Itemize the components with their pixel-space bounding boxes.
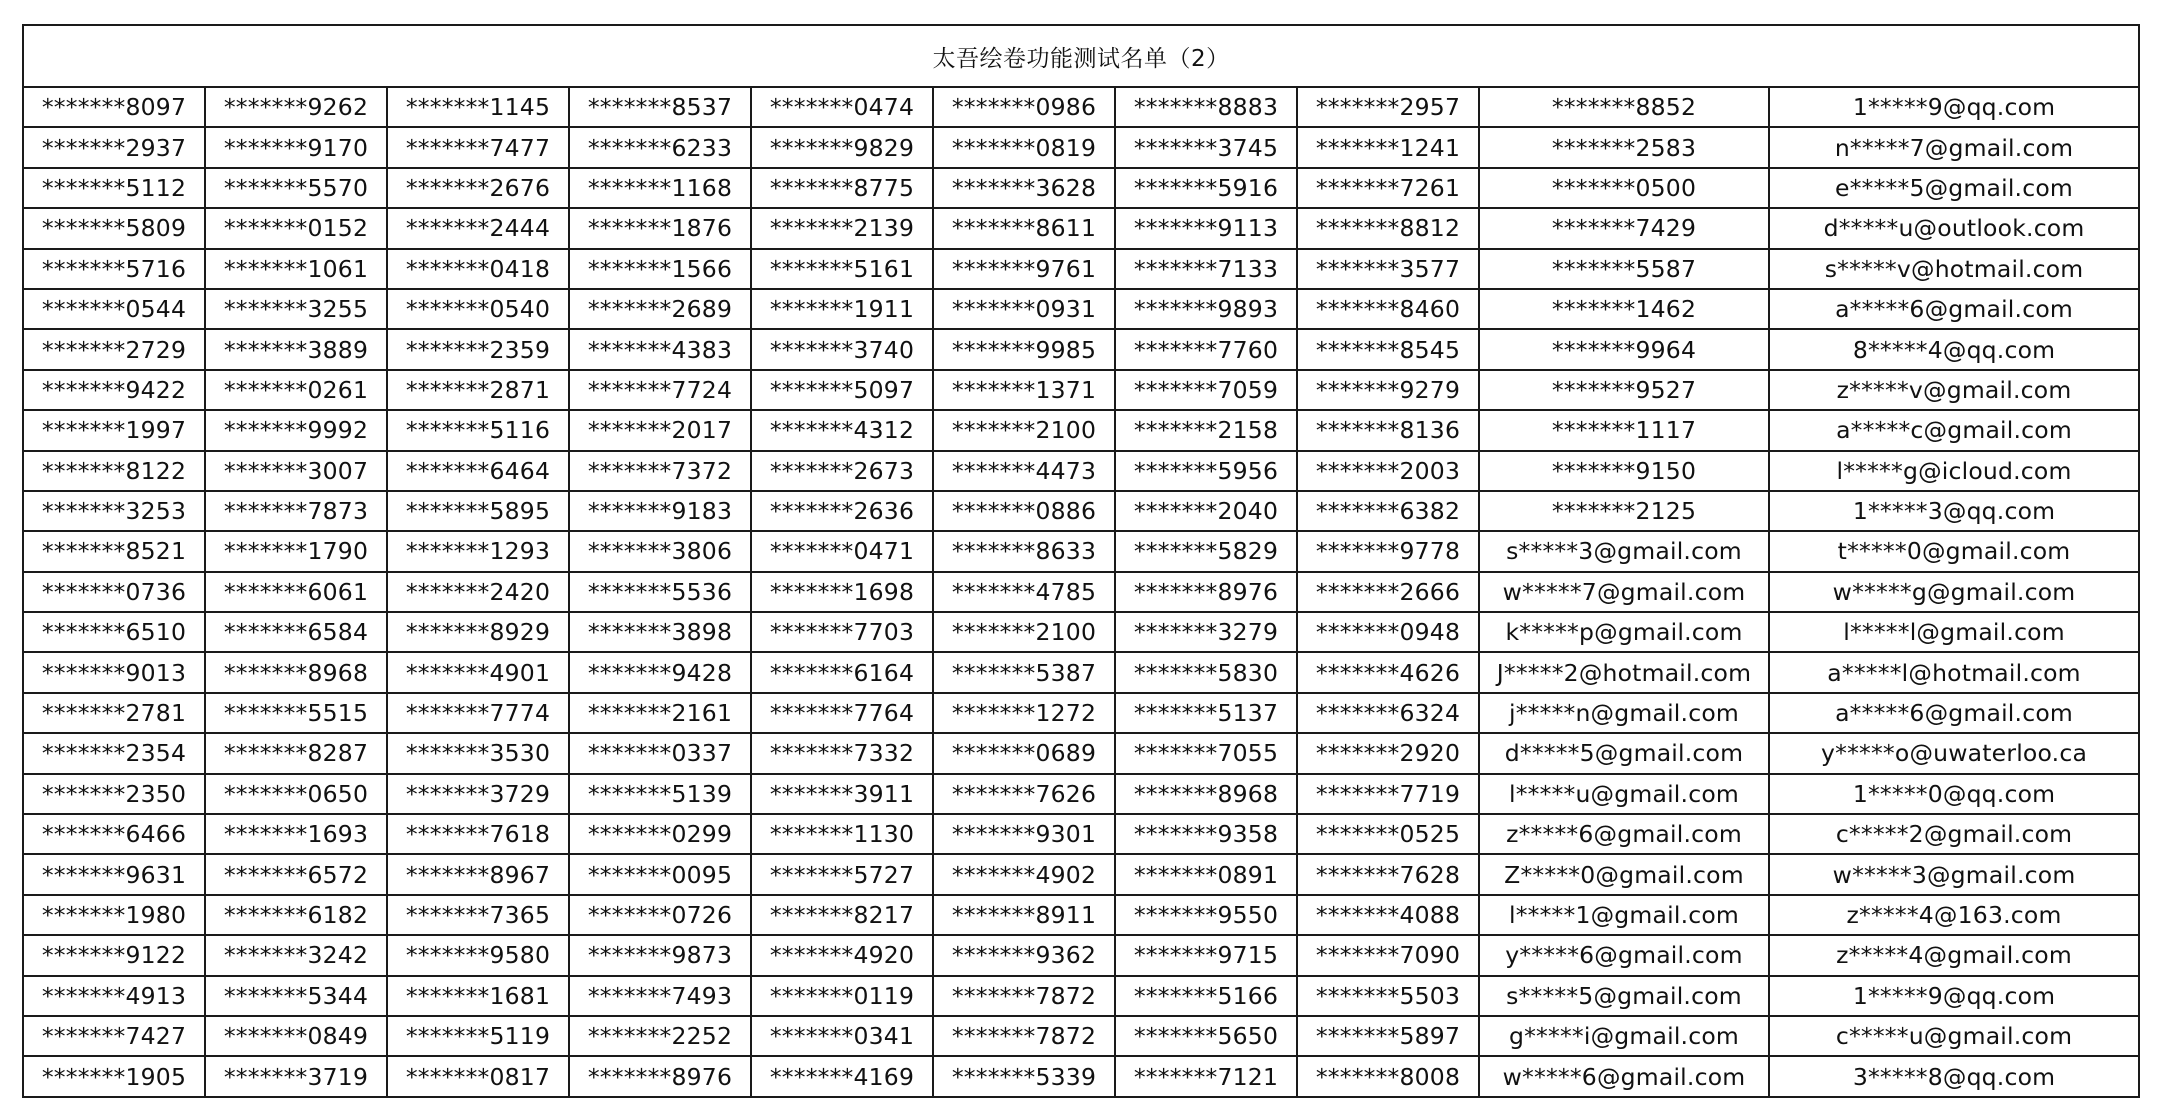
table-cell-id: *******0891 — [1115, 854, 1297, 894]
table-cell-id: *******8775 — [751, 168, 933, 208]
table-cell-contact: y*****o@uwaterloo.ca — [1769, 733, 2139, 773]
table-cell-id: *******7372 — [569, 451, 751, 491]
table-cell-contact: k*****p@gmail.com — [1479, 612, 1769, 652]
table-cell-id: *******8097 — [23, 87, 205, 127]
table-row — [23, 1016, 2139, 1056]
table-cell-id: *******9550 — [1115, 895, 1297, 935]
table-cell-id: *******7764 — [751, 693, 933, 733]
table-cell-id: *******1566 — [569, 249, 751, 289]
table-cell-id: *******5536 — [569, 572, 751, 612]
table-cell-id: *******9301 — [933, 814, 1115, 854]
table-cell-id: *******2100 — [933, 410, 1115, 450]
table-cell-id: *******0418 — [387, 249, 569, 289]
table-cell-contact: j*****n@gmail.com — [1479, 693, 1769, 733]
table-cell-contact: *******1117 — [1479, 410, 1769, 450]
table-cell-id: *******5829 — [1115, 531, 1297, 571]
table-cell-id: *******1293 — [387, 531, 569, 571]
table-cell-id: *******5119 — [387, 1016, 569, 1056]
table-cell-id: *******5897 — [1297, 1016, 1479, 1056]
table-cell-id: *******8136 — [1297, 410, 1479, 450]
table-cell-id: *******8967 — [387, 854, 569, 894]
table-cell-id: *******2420 — [387, 572, 569, 612]
table-cell-id: *******8008 — [1297, 1056, 1479, 1096]
table-cell-id: *******9580 — [387, 935, 569, 975]
table-cell-id: *******7427 — [23, 1016, 205, 1056]
table-cell-id: *******9893 — [1115, 289, 1297, 329]
table-cell-id: *******1145 — [387, 87, 569, 127]
table-cell-id: *******0341 — [751, 1016, 933, 1056]
table-cell-id: *******1905 — [23, 1056, 205, 1096]
table-cell-id: *******6182 — [205, 895, 387, 935]
table-cell-id: *******2957 — [1297, 87, 1479, 127]
table-cell-id: *******5570 — [205, 168, 387, 208]
table-cell-id: *******7493 — [569, 976, 751, 1016]
table-row — [23, 208, 2139, 248]
table-cell-id: *******2673 — [751, 451, 933, 491]
table-cell-contact: a*****l@hotmail.com — [1769, 652, 2139, 692]
table-row — [23, 249, 2139, 289]
table-cell-id: *******1911 — [751, 289, 933, 329]
table-cell-id: *******3911 — [751, 774, 933, 814]
table-row — [23, 774, 2139, 814]
table-title: 太吾绘卷功能测试名单（2） — [23, 25, 2139, 87]
table-cell-id: *******4473 — [933, 451, 1115, 491]
table-cell-id: *******5166 — [1115, 976, 1297, 1016]
table-cell-id: *******6324 — [1297, 693, 1479, 733]
table-cell-contact: *******9527 — [1479, 370, 1769, 410]
table-cell-id: *******6510 — [23, 612, 205, 652]
table-cell-id: *******1371 — [933, 370, 1115, 410]
table-cell-contact: *******2125 — [1479, 491, 1769, 531]
table-cell-id: *******3530 — [387, 733, 569, 773]
table-cell-id: *******3255 — [205, 289, 387, 329]
table-cell-id: *******7873 — [205, 491, 387, 531]
table-cell-id: *******6466 — [23, 814, 205, 854]
table-cell-id: *******0540 — [387, 289, 569, 329]
table-row — [23, 733, 2139, 773]
table-cell-id: *******7703 — [751, 612, 933, 652]
table-cell-id: *******5139 — [569, 774, 751, 814]
table-cell-id: *******3898 — [569, 612, 751, 652]
table-cell-id: *******9873 — [569, 935, 751, 975]
table-cell-contact: s*****v@hotmail.com — [1769, 249, 2139, 289]
table-cell-id: *******7719 — [1297, 774, 1479, 814]
table-cell-contact: e*****5@gmail.com — [1769, 168, 2139, 208]
table-cell-id: *******1272 — [933, 693, 1115, 733]
table-cell-id: *******1241 — [1297, 127, 1479, 167]
table-cell-id: *******5716 — [23, 249, 205, 289]
table-cell-id: *******7628 — [1297, 854, 1479, 894]
table-cell-contact: a*****6@gmail.com — [1769, 693, 2139, 733]
table-cell-contact: g*****i@gmail.com — [1479, 1016, 1769, 1056]
table-cell-id: *******7760 — [1115, 329, 1297, 369]
table-cell-id: *******3745 — [1115, 127, 1297, 167]
table-cell-id: *******2920 — [1297, 733, 1479, 773]
table-row — [23, 814, 2139, 854]
table-cell-id: *******5116 — [387, 410, 569, 450]
table-cell-contact: s*****5@gmail.com — [1479, 976, 1769, 1016]
table-cell-id: *******2139 — [751, 208, 933, 248]
table-cell-id: *******1681 — [387, 976, 569, 1016]
table-cell-id: *******9715 — [1115, 935, 1297, 975]
table-cell-id: *******8537 — [569, 87, 751, 127]
table-cell-contact: c*****u@gmail.com — [1769, 1016, 2139, 1056]
table-cell-contact: l*****g@icloud.com — [1769, 451, 2139, 491]
table-cell-id: *******7872 — [933, 1016, 1115, 1056]
table-cell-id: *******5809 — [23, 208, 205, 248]
table-cell-contact: w*****g@gmail.com — [1769, 572, 2139, 612]
table-cell-contact: *******0500 — [1479, 168, 1769, 208]
table-cell-contact: l*****u@gmail.com — [1479, 774, 1769, 814]
table-cell-id: *******5097 — [751, 370, 933, 410]
table-row — [23, 410, 2139, 450]
table-cell-contact: *******9964 — [1479, 329, 1769, 369]
table-cell-id: *******8521 — [23, 531, 205, 571]
table-cell-id: *******4312 — [751, 410, 933, 450]
table-cell-id: *******8968 — [205, 652, 387, 692]
table-row — [23, 895, 2139, 935]
table-cell-id: *******8968 — [1115, 774, 1297, 814]
table-cell-id: *******9262 — [205, 87, 387, 127]
roster-body — [23, 25, 2139, 1097]
table-cell-contact: l*****l@gmail.com — [1769, 612, 2139, 652]
table-cell-id: *******5830 — [1115, 652, 1297, 692]
table-cell-id: *******8976 — [569, 1056, 751, 1096]
table-cell-id: *******2040 — [1115, 491, 1297, 531]
table-cell-id: *******6164 — [751, 652, 933, 692]
table-cell-id: *******7618 — [387, 814, 569, 854]
table-cell-contact: *******2583 — [1479, 127, 1769, 167]
table-cell-id: *******0471 — [751, 531, 933, 571]
table-cell-id: *******2161 — [569, 693, 751, 733]
table-cell-id: *******5339 — [933, 1056, 1115, 1096]
table-cell-id: *******2781 — [23, 693, 205, 733]
table-cell-id: *******0152 — [205, 208, 387, 248]
roster-sheet — [22, 24, 2138, 1098]
table-cell-id: *******2636 — [751, 491, 933, 531]
table-cell-id: *******0819 — [933, 127, 1115, 167]
table-cell-id: *******0525 — [1297, 814, 1479, 854]
table-cell-id: *******9778 — [1297, 531, 1479, 571]
table-row — [23, 652, 2139, 692]
table-cell-id: *******3253 — [23, 491, 205, 531]
table-cell-id: *******0736 — [23, 572, 205, 612]
table-cell-id: *******1693 — [205, 814, 387, 854]
table-cell-contact: *******9150 — [1479, 451, 1769, 491]
table-cell-id: *******1698 — [751, 572, 933, 612]
table-cell-id: *******9183 — [569, 491, 751, 531]
table-cell-id: *******5137 — [1115, 693, 1297, 733]
table-cell-contact: z*****4@163.com — [1769, 895, 2139, 935]
table-cell-id: *******1790 — [205, 531, 387, 571]
table-cell-id: *******4169 — [751, 1056, 933, 1096]
table-cell-id: *******3740 — [751, 329, 933, 369]
table-cell-contact: w*****6@gmail.com — [1479, 1056, 1769, 1096]
table-cell-id: *******2359 — [387, 329, 569, 369]
table-cell-contact: d*****u@outlook.com — [1769, 208, 2139, 248]
table-cell-id: *******8929 — [387, 612, 569, 652]
table-cell-id: *******8217 — [751, 895, 933, 935]
table-cell-contact: 8*****4@qq.com — [1769, 329, 2139, 369]
table-cell-id: *******0474 — [751, 87, 933, 127]
table-cell-id: *******0261 — [205, 370, 387, 410]
table-cell-id: *******8611 — [933, 208, 1115, 248]
table-cell-id: *******6233 — [569, 127, 751, 167]
roster-table — [22, 24, 2140, 1098]
table-cell-id: *******9013 — [23, 652, 205, 692]
table-cell-id: *******3719 — [205, 1056, 387, 1096]
table-cell-id: *******9761 — [933, 249, 1115, 289]
table-cell-contact: n*****7@gmail.com — [1769, 127, 2139, 167]
table-cell-id: *******7090 — [1297, 935, 1479, 975]
table-cell-id: *******1061 — [205, 249, 387, 289]
table-row — [23, 531, 2139, 571]
table-cell-id: *******9113 — [1115, 208, 1297, 248]
table-cell-id: *******8633 — [933, 531, 1115, 571]
table-cell-id: *******2017 — [569, 410, 751, 450]
table-cell-id: *******0726 — [569, 895, 751, 935]
table-cell-id: *******4902 — [933, 854, 1115, 894]
table-cell-id: *******2729 — [23, 329, 205, 369]
table-cell-contact: a*****6@gmail.com — [1769, 289, 2139, 329]
table-row — [23, 491, 2139, 531]
table-cell-id: *******7332 — [751, 733, 933, 773]
table-cell-id: *******8460 — [1297, 289, 1479, 329]
table-cell-contact: a*****c@gmail.com — [1769, 410, 2139, 450]
table-cell-id: *******5387 — [933, 652, 1115, 692]
table-cell-id: *******0299 — [569, 814, 751, 854]
table-row — [23, 612, 2139, 652]
table-cell-contact: w*****3@gmail.com — [1769, 854, 2139, 894]
table-cell-id: *******0986 — [933, 87, 1115, 127]
table-cell-id: *******7724 — [569, 370, 751, 410]
table-cell-id: *******5112 — [23, 168, 205, 208]
table-cell-id: *******7626 — [933, 774, 1115, 814]
table-cell-id: *******2444 — [387, 208, 569, 248]
table-cell-id: *******9985 — [933, 329, 1115, 369]
table-row — [23, 289, 2139, 329]
table-cell-id: *******0931 — [933, 289, 1115, 329]
table-cell-id: *******6464 — [387, 451, 569, 491]
table-cell-id: *******8812 — [1297, 208, 1479, 248]
table-cell-id: *******1168 — [569, 168, 751, 208]
table-cell-id: *******7055 — [1115, 733, 1297, 773]
table-cell-id: *******0817 — [387, 1056, 569, 1096]
table-cell-id: *******7872 — [933, 976, 1115, 1016]
table-cell-id: *******3729 — [387, 774, 569, 814]
table-row — [23, 572, 2139, 612]
table-cell-id: *******8911 — [933, 895, 1115, 935]
table-cell-id: *******0886 — [933, 491, 1115, 531]
table-cell-id: *******6061 — [205, 572, 387, 612]
table-cell-contact: *******7429 — [1479, 208, 1769, 248]
table-cell-id: *******3007 — [205, 451, 387, 491]
table-cell-id: *******3889 — [205, 329, 387, 369]
table-row — [23, 854, 2139, 894]
table-cell-id: *******0337 — [569, 733, 751, 773]
table-cell-id: *******4626 — [1297, 652, 1479, 692]
table-cell-id: *******0849 — [205, 1016, 387, 1056]
table-cell-id: *******9992 — [205, 410, 387, 450]
table-cell-id: *******2354 — [23, 733, 205, 773]
table-cell-contact: *******1462 — [1479, 289, 1769, 329]
table-cell-id: *******1876 — [569, 208, 751, 248]
table-cell-contact: 1*****0@qq.com — [1769, 774, 2139, 814]
table-cell-contact: c*****2@gmail.com — [1769, 814, 2139, 854]
table-cell-contact: *******8852 — [1479, 87, 1769, 127]
table-cell-id: *******5650 — [1115, 1016, 1297, 1056]
table-cell-contact: d*****5@gmail.com — [1479, 733, 1769, 773]
table-cell-id: *******2003 — [1297, 451, 1479, 491]
table-cell-id: *******7477 — [387, 127, 569, 167]
table-cell-id: *******5503 — [1297, 976, 1479, 1016]
table-cell-id: *******7365 — [387, 895, 569, 935]
table-row — [23, 935, 2139, 975]
table-cell-id: *******2937 — [23, 127, 205, 167]
table-cell-id: *******0119 — [751, 976, 933, 1016]
table-cell-id: *******3628 — [933, 168, 1115, 208]
table-cell-contact: 1*****3@qq.com — [1769, 491, 2139, 531]
table-cell-id: *******9279 — [1297, 370, 1479, 410]
table-cell-id: *******3279 — [1115, 612, 1297, 652]
table-row — [23, 168, 2139, 208]
table-cell-contact: 1*****9@qq.com — [1769, 87, 2139, 127]
table-cell-id: *******1980 — [23, 895, 205, 935]
table-row — [23, 329, 2139, 369]
table-row — [23, 127, 2139, 167]
title-row — [23, 25, 2139, 87]
table-cell-id: *******4383 — [569, 329, 751, 369]
table-cell-id: *******5895 — [387, 491, 569, 531]
table-cell-id: *******7121 — [1115, 1056, 1297, 1096]
table-cell-id: *******5916 — [1115, 168, 1297, 208]
table-cell-id: *******9122 — [23, 935, 205, 975]
table-cell-id: *******7774 — [387, 693, 569, 733]
table-cell-contact: *******5587 — [1479, 249, 1769, 289]
table-cell-id: *******8545 — [1297, 329, 1479, 369]
table-row — [23, 451, 2139, 491]
table-cell-id: *******2158 — [1115, 410, 1297, 450]
table-cell-id: *******2689 — [569, 289, 751, 329]
table-cell-id: *******6584 — [205, 612, 387, 652]
table-row — [23, 87, 2139, 127]
table-cell-id: *******8883 — [1115, 87, 1297, 127]
table-cell-id: *******0650 — [205, 774, 387, 814]
table-cell-contact: z*****6@gmail.com — [1479, 814, 1769, 854]
table-cell-id: *******2666 — [1297, 572, 1479, 612]
table-row — [23, 976, 2139, 1016]
table-cell-id: *******6382 — [1297, 491, 1479, 531]
table-cell-id: *******9829 — [751, 127, 933, 167]
table-cell-contact: z*****v@gmail.com — [1769, 370, 2139, 410]
table-cell-id: *******4920 — [751, 935, 933, 975]
table-cell-id: *******5956 — [1115, 451, 1297, 491]
table-cell-contact: 1*****9@qq.com — [1769, 976, 2139, 1016]
table-cell-id: *******9358 — [1115, 814, 1297, 854]
table-cell-id: *******4901 — [387, 652, 569, 692]
table-row — [23, 693, 2139, 733]
table-cell-id: *******5515 — [205, 693, 387, 733]
table-cell-id: *******8976 — [1115, 572, 1297, 612]
table-cell-id: *******6572 — [205, 854, 387, 894]
table-cell-id: *******5727 — [751, 854, 933, 894]
table-cell-id: *******2350 — [23, 774, 205, 814]
table-cell-id: *******4913 — [23, 976, 205, 1016]
table-cell-id: *******5161 — [751, 249, 933, 289]
table-cell-id: *******9170 — [205, 127, 387, 167]
table-cell-id: *******7059 — [1115, 370, 1297, 410]
table-cell-id: *******4785 — [933, 572, 1115, 612]
table-row — [23, 370, 2139, 410]
table-cell-id: *******9422 — [23, 370, 205, 410]
table-cell-id: *******9631 — [23, 854, 205, 894]
table-cell-contact: J*****2@hotmail.com — [1479, 652, 1769, 692]
table-cell-id: *******2252 — [569, 1016, 751, 1056]
table-cell-contact: y*****6@gmail.com — [1479, 935, 1769, 975]
table-cell-id: *******2100 — [933, 612, 1115, 652]
table-cell-contact: z*****4@gmail.com — [1769, 935, 2139, 975]
table-cell-contact: Z*****0@gmail.com — [1479, 854, 1769, 894]
table-row — [23, 1056, 2139, 1096]
table-cell-contact: 3*****8@qq.com — [1769, 1056, 2139, 1096]
table-cell-id: *******5344 — [205, 976, 387, 1016]
table-cell-id: *******0544 — [23, 289, 205, 329]
table-cell-id: *******7133 — [1115, 249, 1297, 289]
table-cell-id: *******0689 — [933, 733, 1115, 773]
table-cell-id: *******9362 — [933, 935, 1115, 975]
table-cell-id: *******7261 — [1297, 168, 1479, 208]
table-cell-id: *******3806 — [569, 531, 751, 571]
table-cell-contact: s*****3@gmail.com — [1479, 531, 1769, 571]
table-cell-id: *******8122 — [23, 451, 205, 491]
table-cell-id: *******0095 — [569, 854, 751, 894]
table-cell-contact: l*****1@gmail.com — [1479, 895, 1769, 935]
table-cell-id: *******3242 — [205, 935, 387, 975]
table-cell-id: *******8287 — [205, 733, 387, 773]
table-cell-id: *******1130 — [751, 814, 933, 854]
table-cell-id: *******4088 — [1297, 895, 1479, 935]
table-cell-id: *******3577 — [1297, 249, 1479, 289]
table-cell-contact: t*****0@gmail.com — [1769, 531, 2139, 571]
table-cell-id: *******2871 — [387, 370, 569, 410]
table-cell-id: *******9428 — [569, 652, 751, 692]
table-cell-contact: w*****7@gmail.com — [1479, 572, 1769, 612]
table-cell-id: *******1997 — [23, 410, 205, 450]
table-cell-id: *******2676 — [387, 168, 569, 208]
table-cell-id: *******0948 — [1297, 612, 1479, 652]
